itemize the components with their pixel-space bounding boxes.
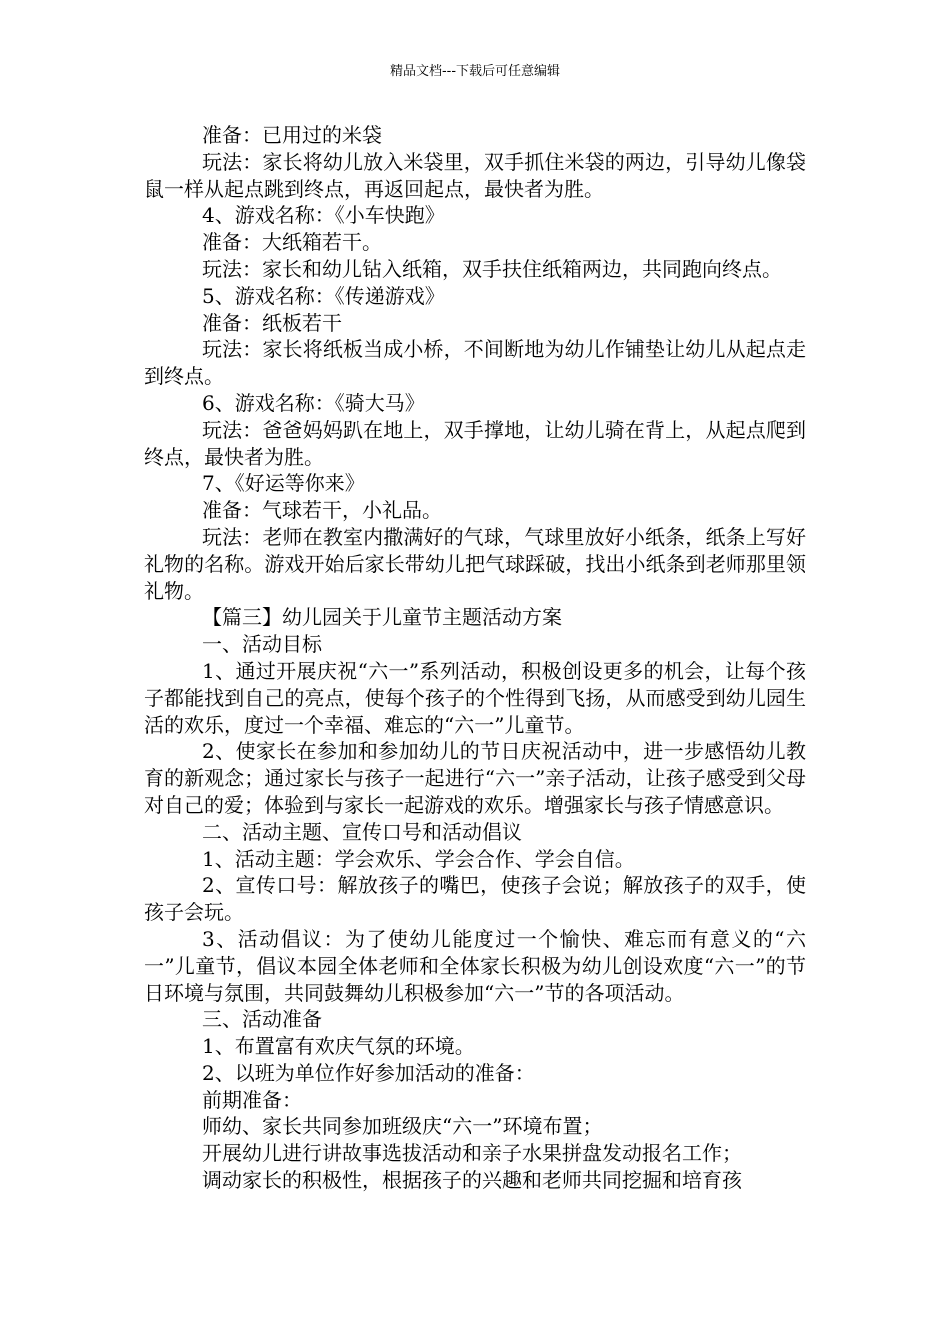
paragraph: 1、通过开展庆祝“六一”系列活动，积极创设更多的机会，让每个孩子都能找到自己的亮点，使每个孩子的个性得到飞扬，从而感受到幼儿园生活的欢乐，度过一个幸福、难忘的“六一”儿童节。 xyxy=(144,658,806,737)
paragraph: 玩法：家长将纸板当成小桥，不间断地为幼儿作铺垫让幼儿从起点走到终点。 xyxy=(144,337,806,389)
paragraph: 师幼、家长共同参加班级庆“六一”环境布置； xyxy=(202,1114,603,1139)
page-header: 精品文档---下载后可任意编辑 xyxy=(389,64,561,79)
paragraph: 2、宣传口号：解放孩子的嘴巴，使孩子会说；解放孩子的双手，使孩子会玩。 xyxy=(144,873,806,925)
paragraph: 2、以班为单位作好参加活动的准备： xyxy=(202,1060,535,1085)
paragraph: 准备：气球若干，小礼品。 xyxy=(202,498,442,523)
paragraph: 准备：已用过的米袋 xyxy=(202,123,382,147)
section-heading: 三、活动准备 xyxy=(202,1007,322,1032)
paragraph: 准备：大纸箱若干。 xyxy=(202,230,382,255)
section-heading: 一、活动目标 xyxy=(202,632,322,657)
document-body xyxy=(144,122,806,1194)
paragraph: 玩法：家长和幼儿钻入纸箱，双手扶住纸箱两边，共同跑向终点。 xyxy=(202,256,782,281)
paragraph: 3、活动倡议：为了使幼儿能度过一个愉快、难忘而有意义的“六一”儿童节，倡议本园全体老师和全体家长积极为幼儿创设欢度“六一”的节日环境与氛围，共同鼓舞幼儿积极参加“六一”节的各项活动。 xyxy=(144,926,806,1005)
paragraph: 准备：纸板若干 xyxy=(202,310,342,335)
paragraph: 7、《好运等你来》 xyxy=(202,471,365,496)
paragraph: 玩法：爸爸妈妈趴在地上，双手撑地，让幼儿骑在背上，从起点爬到终点，最快者为胜。 xyxy=(144,417,806,469)
paragraph: 前期准备： xyxy=(202,1087,302,1112)
paragraph: 开展幼儿进行讲故事选拔活动和亲子水果拼盘发动报名工作； xyxy=(202,1141,742,1166)
paragraph: 玩法：老师在教室内撒满好的气球，气球里放好小纸条，纸条上写好礼物的名称。游戏开始后家长带幼儿把气球踩破，找出小纸条到老师那里领礼物。 xyxy=(144,524,806,603)
paragraph: 6、游戏名称：《骑大马》 xyxy=(202,390,425,415)
paragraph: 1、活动主题：学会欢乐、学会合作、学会自信。 xyxy=(202,846,635,871)
section-heading: 二、活动主题、宣传口号和活动倡议 xyxy=(202,819,522,844)
section-heading: 【篇三】幼儿园关于儿童节主题活动方案 xyxy=(202,605,562,630)
paragraph: 4、游戏名称：《小车快跑》 xyxy=(202,203,445,228)
paragraph: 玩法：家长将幼儿放入米袋里，双手抓住米袋的两边，引导幼儿像袋鼠一样从起点跳到终点，再返回起点，最快者为胜。 xyxy=(144,149,806,201)
paragraph: 调动家长的积极性，根据孩子的兴趣和老师共同挖掘和培育孩 xyxy=(202,1168,742,1193)
paragraph: 1、布置富有欢庆气氛的环境。 xyxy=(202,1034,475,1059)
paragraph: 5、游戏名称：《传递游戏》 xyxy=(202,283,445,308)
paragraph: 2、使家长在参加和参加幼儿的节日庆祝活动中，进一步感悟幼儿教育的新观念；通过家长与孩子一起进行“六一”亲子活动，让孩子感受到父母对自己的爱；体验到与家长一起游戏的欢乐。增强家长与孩子情感意识。 xyxy=(144,739,806,817)
